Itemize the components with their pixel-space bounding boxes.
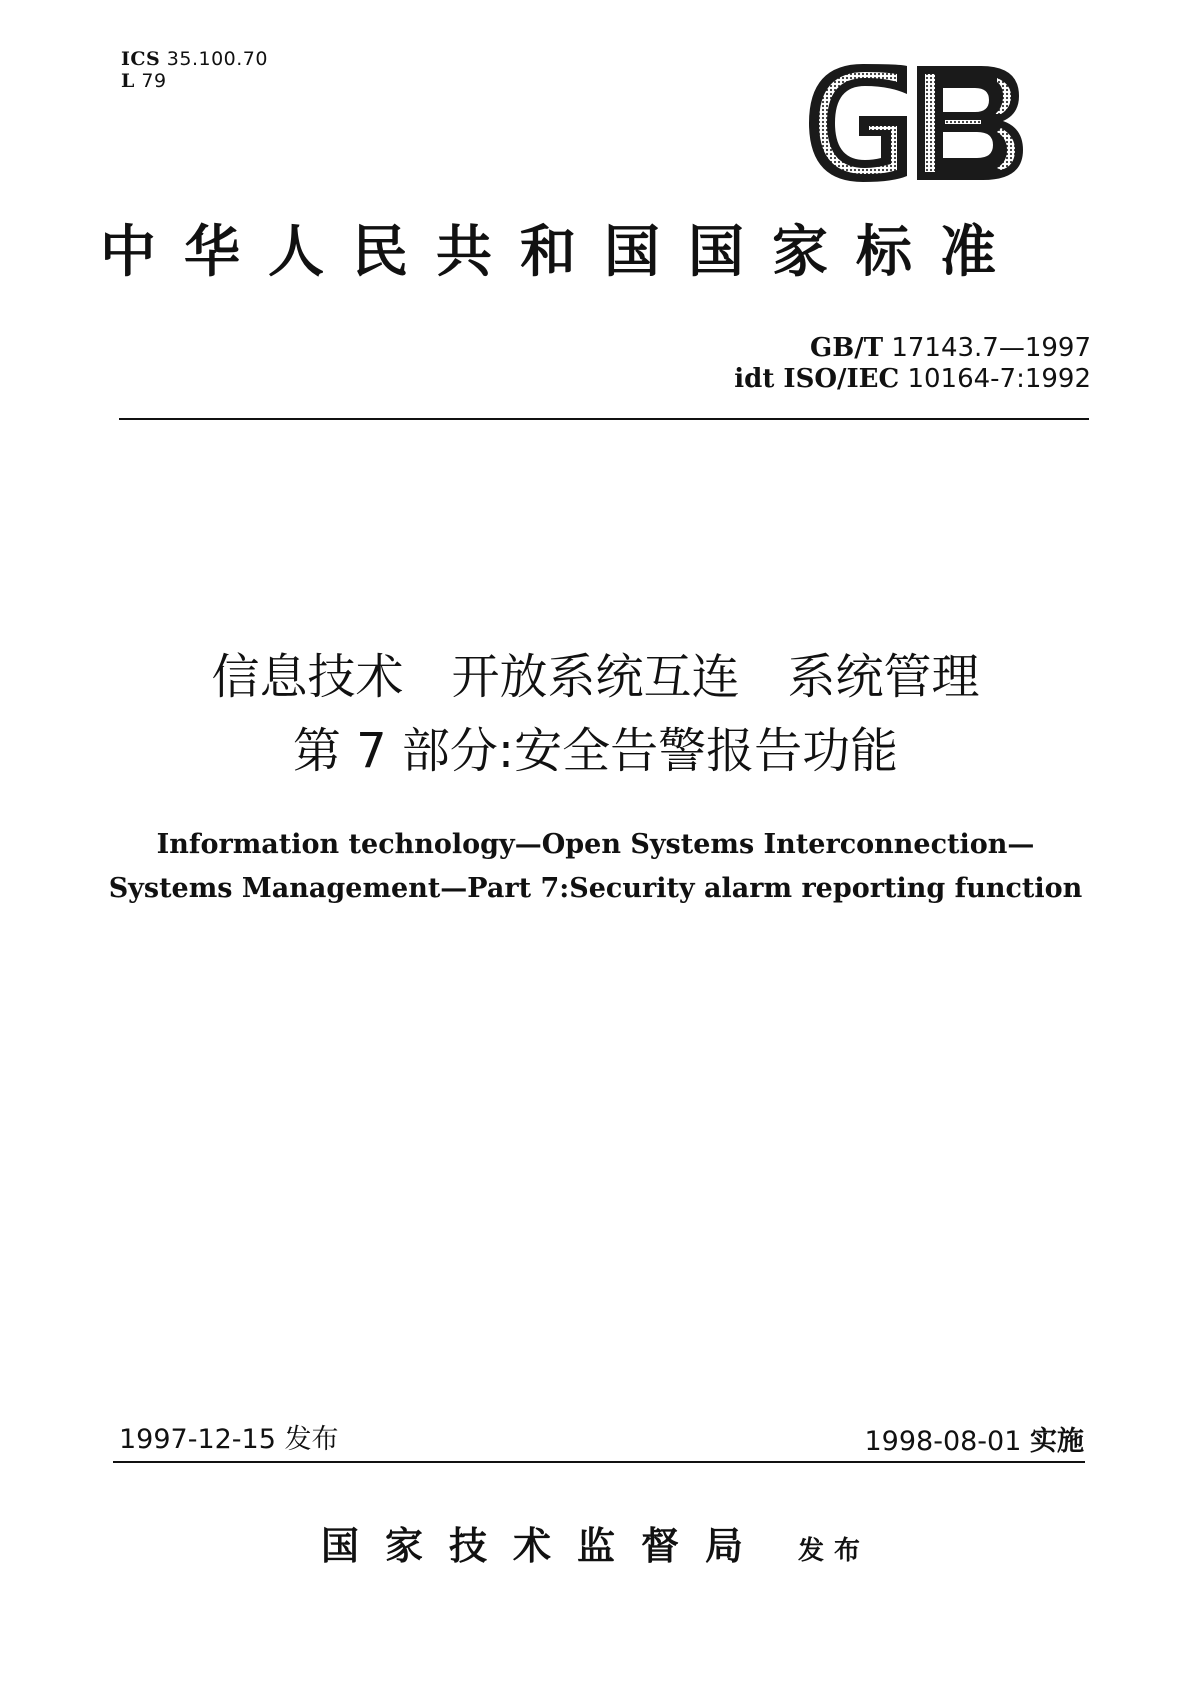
standard-number — [734, 333, 1091, 364]
identity-reference — [734, 364, 1091, 395]
ccs-label: L — [121, 70, 135, 92]
publish-date: 1997-12-15 — [119, 1424, 276, 1455]
standard-numbers — [734, 333, 1091, 395]
footer-divider — [113, 1461, 1085, 1463]
chinese-title — [0, 640, 1191, 788]
english-title — [0, 823, 1191, 911]
issuer-name: 国家技术监督局 — [320, 1523, 769, 1568]
english-title-line-1: Information technology—Open Systems Interconnection— — [156, 829, 1035, 860]
chinese-title-line-2: 第 7 部分:安全告警报告功能 — [292, 723, 899, 779]
national-standard-banner: 中华人民共和国国家标准 — [100, 219, 1024, 285]
issuer-verb: 发布 — [798, 1536, 871, 1566]
effective-date-block — [864, 1425, 1084, 1459]
identity-prefix: idt ISO/IEC — [734, 364, 900, 394]
english-title-line-2: Systems Management—Part 7:Security alarm reporting function — [108, 873, 1083, 904]
ccs-line — [121, 70, 268, 92]
ccs-value: 79 — [141, 70, 167, 92]
effective-date: 1998-08-01 — [864, 1426, 1022, 1457]
publish-date-block — [119, 1423, 339, 1457]
publish-note: 发布 — [284, 1424, 339, 1455]
chinese-title-line-1: 信息技术 开放系统互连 系统管理 — [211, 649, 980, 705]
standard-number-prefix: GB/T — [810, 333, 884, 363]
identity-value: 10164-7:1992 — [907, 364, 1091, 394]
ics-label: ICS — [121, 48, 161, 70]
ics-value: 35.100.70 — [166, 48, 268, 70]
header-divider — [119, 418, 1089, 420]
ics-line — [121, 48, 268, 70]
gb-emblem-icon — [805, 64, 1025, 182]
effective-note: 实施 — [1030, 1426, 1084, 1457]
issuing-authority — [0, 1515, 1191, 1570]
classification-codes — [121, 48, 268, 92]
standard-number-value: 17143.7—1997 — [891, 333, 1091, 363]
